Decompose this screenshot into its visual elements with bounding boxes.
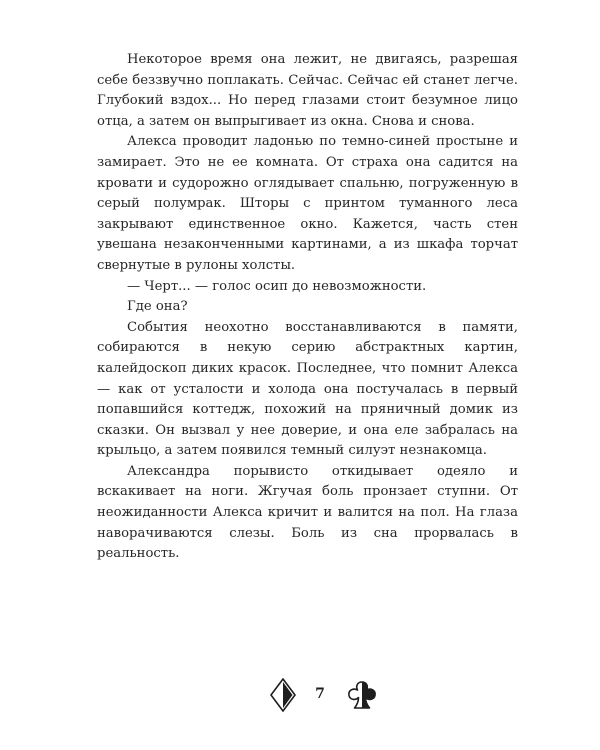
paragraph: Алекса проводит ладонью по темно-синей простыне и замирает. Это не ее комната. От страха она садится на кровати и судорожно оглядывает спальню, погруженную в серый полумрак. Шторы с принтом туманного леса закрывают единственное окно. Кажется, часть стен увешана незаконченными картинами, а из шкафа торчат свернутые в рулоны холсты. [97, 134, 518, 273]
body-text [97, 50, 518, 565]
paragraph: Где она? [127, 299, 188, 315]
paragraph: События неохотно восстанавливаются в памяти, собираются в некую серию абстрактных картин, калейдоскоп диких красок. Последнее, что помнит Алекса — как от усталости и холода она постучалась в первый попавшийся коттедж, похожий на пряничный домик из сказки. Он вызвал у нее доверие, и она еле забралась на крыльцо, а затем появился темный силуэт незнакомца. [97, 319, 518, 459]
paragraph: Некоторое время она лежит, не двигаясь, разрешая себе беззвучно поплакать. Сейчас. Сейчас ей станет легче. Глубокий вздох... Но перед глазами стоит безумное лицо отца, а затем он выпрыгивает из окна. Снова и снова. [97, 52, 518, 129]
paragraph: — Черт... — голос осип до невозможности. [127, 278, 427, 294]
diamond-icon [270, 678, 296, 712]
paragraph: Александра порывисто откидывает одеяло и вскакивает на ноги. Жгучая боль пронзает ступни. От неожиданности Алекса кричит и валится на пол. На глаза наворачиваются слезы. Боль из сна прорвалась в реальность. [97, 463, 518, 562]
club-icon [346, 679, 378, 711]
page-footer [0, 676, 600, 716]
page-number: 7 [315, 686, 325, 702]
